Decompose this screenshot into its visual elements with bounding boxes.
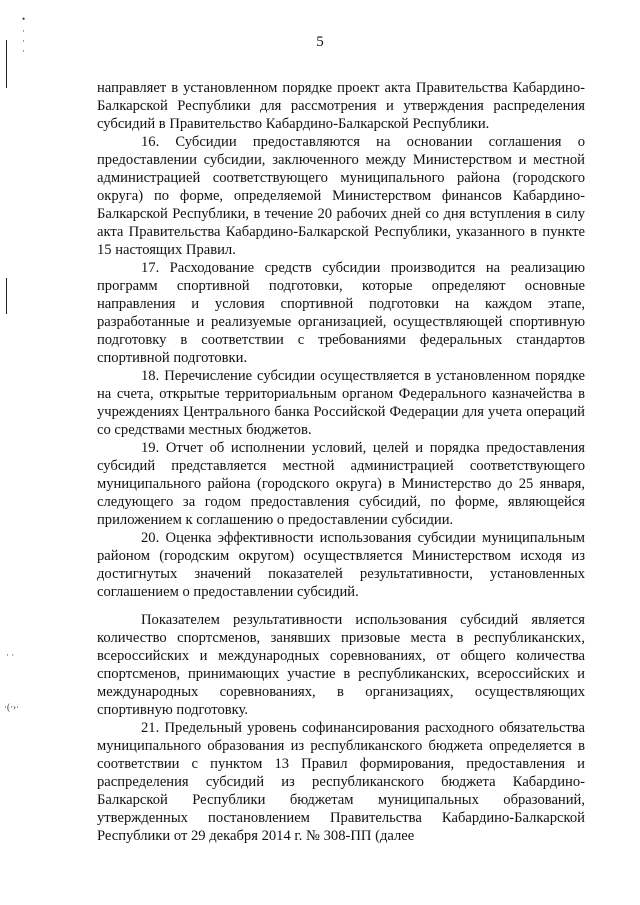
margin-scan-mark: · [22,36,25,46]
margin-scan-mark: · [22,26,25,36]
margin-scan-mark: · [22,46,25,56]
document-body [97,79,585,845]
margin-scan-line [6,278,7,314]
paragraph-20-indicator: Показателем результативности использования субсидий является количество спортсменов, занявших призовые места в республиканских, всероссийских и международных соревнованиях, от общего количества спортсменов, принимающих участие в республиканских, всероссийских и международных соревнованиях, в организациях, осуществляющих спортивную подготовку. [97,612,585,718]
paragraph-20: 20. Оценка эффективности использования субсидии муниципальным районом (городским округом) осуществляется Министерством исходя из достигнутых значений показателей результативности, установленных соглашением о предоставлении субсидий. [97,530,585,600]
paragraph-15-continuation: направляет в установленном порядке проект акта Правительства Кабардино-Балкарской Республики для рассмотрения и утверждения распределения субсидий в Правительство Кабардино-Балкарской Республики. [97,80,585,132]
margin-scan-mark: · · [6,650,15,660]
paragraph-18: 18. Перечисление субсидии осуществляется в установленном порядке на счета, открытые территориальным органом Федерального казначейства в учреждениях Центрального банка Российской Федерации для учета операций со средствами местных бюджетов. [97,368,585,438]
page-number: 5 [316,34,324,50]
margin-scan-mark: • [22,14,26,24]
margin-scan-mark: ·(·›· [4,702,19,712]
paragraph-16: 16. Субсидии предоставляются на основании соглашения о предоставлении субсидии, заключенного между Министерством и местной администрацией соответствующего муниципального района (городского округа) по форме, определяемой Министерством финансов Кабардино-Балкарской Республики, в течение 20 рабочих дней со дня вступления в силу акта Правительства Кабардино-Балкарской Республики, указанного в пункте 15 настоящих Правил. [97,134,585,258]
paragraph-17: 17. Расходование средств субсидии производится на реализацию программ спортивной подготовки, которые определяют основные направления и условия спортивной подготовки на каждом этапе, разработанные и реализуемые организацией, осуществляющей спортивную подготовку в соответствии с требованиями федеральных стандартов спортивной подготовки. [97,260,585,366]
paragraph-21: 21. Предельный уровень софинансирования расходного обязательства муниципального образования из республиканского бюджета определяется в соответствии с пунктом 13 Правил формирования, предоставления и распределения субсидий из республиканского бюджета Кабардино-Балкарской Республики бюджетам муниципальных образований, утвержденных постановлением Правительства Кабардино-Балкарской Республики от 29 декабря 2014 г. № 308-ПП (далее [97,720,585,844]
paragraph-19: 19. Отчет об исполнении условий, целей и порядка предоставления субсидий представляется местной администрацией соответствующего муниципального района (городского округа) в Министерство до 25 января, следующего за годом предоставления субсидий, по форме, являющейся приложением к соглашению о предоставлении субсидии. [97,440,585,528]
